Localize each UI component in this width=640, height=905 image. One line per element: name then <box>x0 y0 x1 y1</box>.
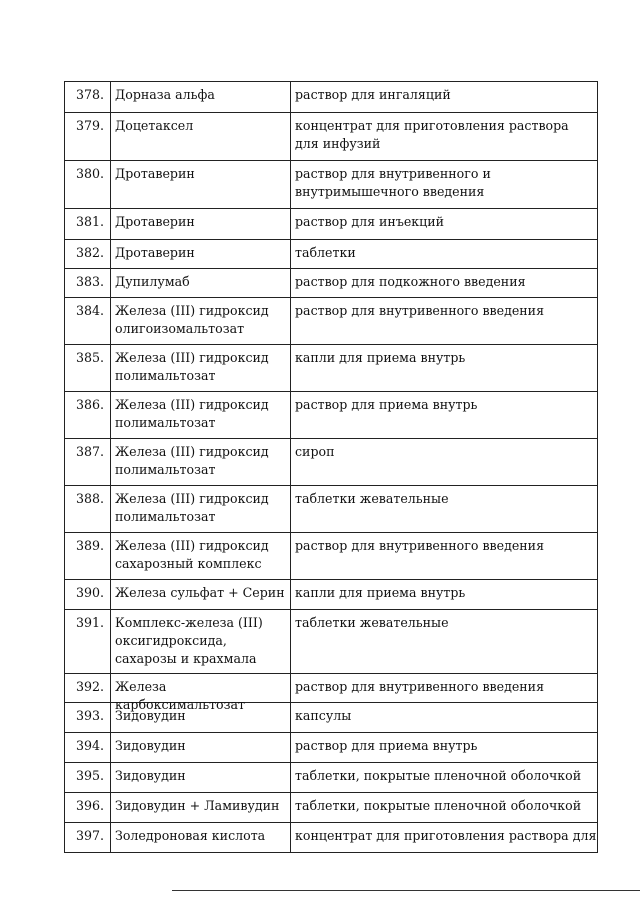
table-row <box>64 113 598 161</box>
table-row <box>64 209 598 240</box>
table-row <box>64 298 598 345</box>
table-row <box>64 674 598 712</box>
row-number: 395. <box>65 763 111 792</box>
table-row <box>64 703 598 733</box>
dosage-form: таблетки, покрытые пленочной оболочкой <box>295 798 582 813</box>
table-row <box>64 733 598 763</box>
drug-name: Железа (III) гидроксид сахарозный комплекс <box>111 533 291 579</box>
footer-divider <box>172 890 640 891</box>
table-row <box>64 823 598 853</box>
table-row <box>64 533 598 580</box>
drug-name: Комплекс-железа (III) оксигидроксида, сахарозы и крахмала <box>111 610 291 673</box>
dosage-form: капли для приема внутрь <box>295 585 466 600</box>
table-row <box>64 610 598 674</box>
table-row <box>64 392 598 439</box>
row-number: 390. <box>65 580 111 609</box>
table-row <box>64 486 598 533</box>
row-number: 393. <box>65 703 111 732</box>
dosage-form: раствор для ингаляций <box>295 87 451 102</box>
drug-name: Железа (III) гидроксид олигоизомальтозат <box>111 298 291 344</box>
table-row <box>64 763 598 793</box>
row-number: 380. <box>65 161 111 208</box>
dosage-form: раствор для внутривенного введения <box>295 303 545 318</box>
dosage-form: таблетки, покрытые пленочной оболочкой <box>295 768 582 783</box>
drug-name: Зидовудин <box>111 733 291 762</box>
dosage-form: капли для приема внутрь <box>295 350 466 365</box>
row-number: 396. <box>65 793 111 822</box>
table-row <box>64 161 598 209</box>
row-number: 387. <box>65 439 111 485</box>
row-number: 391. <box>65 610 111 673</box>
row-number: 383. <box>65 269 111 297</box>
drug-name: Зидовудин + Ламивудин <box>111 793 291 822</box>
dosage-form: раствор для приема внутрь <box>295 397 478 412</box>
table-row <box>64 580 598 610</box>
drug-name: Доцетаксел <box>111 113 291 160</box>
dosage-form: капсулы <box>295 708 352 723</box>
drug-name: Железа карбоксимальтозат <box>111 674 291 702</box>
drug-name: Железа (III) гидроксид полимальтозат <box>111 486 291 532</box>
dosage-form: раствор для подкожного введения <box>295 274 526 289</box>
dosage-form: концентрат для приготовления раствора для инфузий <box>295 118 569 151</box>
row-number: 392. <box>65 674 111 702</box>
row-number: 397. <box>65 823 111 852</box>
table-row <box>64 82 598 113</box>
dosage-form: раствор для внутривенного введения <box>295 538 545 553</box>
dosage-form: таблетки жевательные <box>295 491 449 506</box>
dosage-form: сироп <box>295 444 335 459</box>
drug-name: Дротаверин <box>111 240 291 268</box>
row-number: 378. <box>65 82 111 112</box>
table-row <box>64 439 598 486</box>
row-number: 394. <box>65 733 111 762</box>
drug-name: Дротаверин <box>111 209 291 239</box>
table-row <box>64 793 598 823</box>
drug-name: Железа (III) гидроксид полимальтозат <box>111 345 291 391</box>
drug-name: Железа (III) гидроксид полимальтозат <box>111 439 291 485</box>
dosage-form: таблетки <box>295 245 356 260</box>
drug-name: Железа сульфат + Серин <box>111 580 291 609</box>
table-row <box>64 269 598 298</box>
row-number: 384. <box>65 298 111 344</box>
dosage-form: раствор для внутривенного и внутримышечного введения <box>295 166 491 199</box>
table-row <box>64 240 598 269</box>
drug-name: Дротаверин <box>111 161 291 208</box>
row-number: 379. <box>65 113 111 160</box>
row-number: 386. <box>65 392 111 438</box>
row-number: 382. <box>65 240 111 268</box>
drug-name: Дупилумаб <box>111 269 291 297</box>
row-number: 381. <box>65 209 111 239</box>
drug-name: Железа (III) гидроксид полимальтозат <box>111 392 291 438</box>
row-number: 388. <box>65 486 111 532</box>
drug-name: Золедроновая кислота <box>111 823 291 852</box>
table-row <box>64 345 598 392</box>
dosage-form: таблетки жевательные <box>295 615 449 630</box>
dosage-form: раствор для инъекций <box>295 214 445 229</box>
drug-name: Зидовудин <box>111 763 291 792</box>
drug-name: Зидовудин <box>111 703 291 732</box>
dosage-form: раствор для внутривенного введения <box>295 679 545 694</box>
dosage-form: концентрат для приготовления раствора для <box>295 828 597 843</box>
row-number: 385. <box>65 345 111 391</box>
row-number: 389. <box>65 533 111 579</box>
dosage-form: раствор для приема внутрь <box>295 738 478 753</box>
drug-name: Дорназа альфа <box>111 82 291 112</box>
drug-table <box>64 81 598 853</box>
